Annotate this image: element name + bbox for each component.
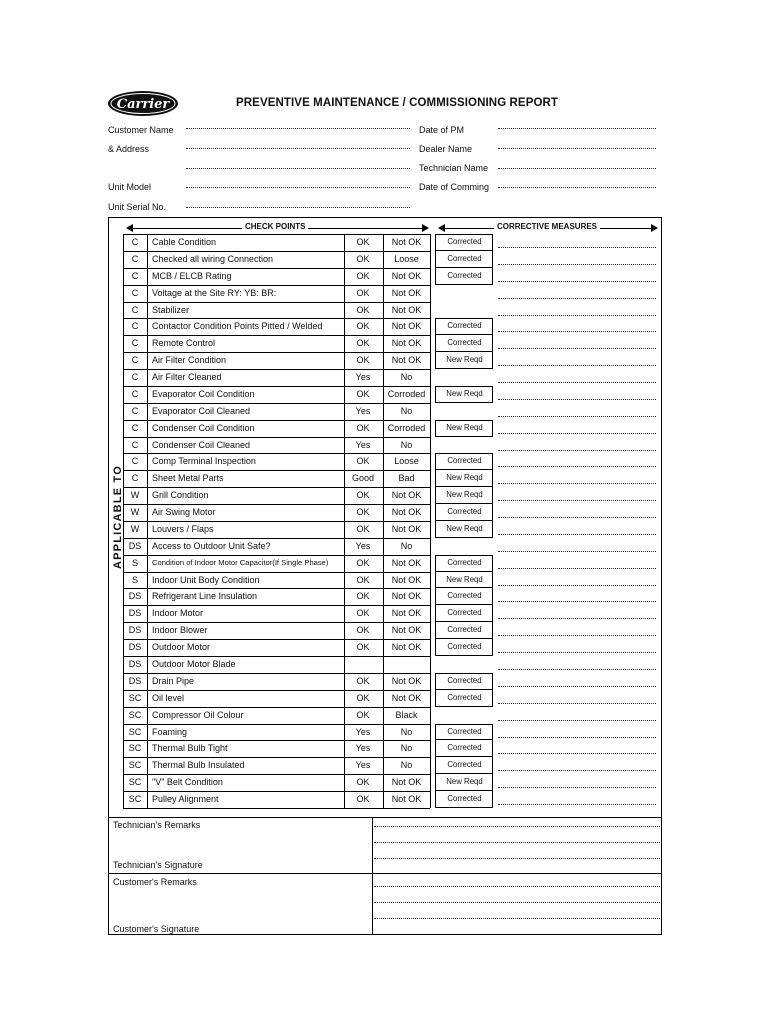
applicable-code: SC xyxy=(128,760,142,771)
ok-option[interactable]: Yes xyxy=(355,726,371,737)
applicable-code: C xyxy=(131,287,139,298)
corrective-measure[interactable]: Corrected xyxy=(447,692,482,702)
corrective-remarks-line[interactable] xyxy=(498,770,656,771)
applicable-code: W xyxy=(130,490,140,501)
applicable-code: DS xyxy=(128,625,142,636)
corrective-remarks-line[interactable] xyxy=(498,534,656,535)
customer-name-label: Customer Name xyxy=(108,125,174,135)
corrective-measure[interactable]: Corrected xyxy=(447,557,482,567)
check-point-label: Comp Terminal Inspection xyxy=(152,456,256,467)
not-ok-option[interactable]: Not OK xyxy=(391,355,422,366)
corrective-remarks-line[interactable] xyxy=(498,331,656,332)
address-label: & Address xyxy=(108,144,150,154)
check-point-label: Indoor Blower xyxy=(152,625,208,636)
table-row xyxy=(0,757,768,774)
unit-serial-label: Unit Serial No. xyxy=(108,202,167,212)
table-row xyxy=(0,470,768,487)
not-ok-option[interactable]: No xyxy=(400,405,413,416)
corrective-remarks-line[interactable] xyxy=(498,568,656,569)
address-field-1[interactable] xyxy=(186,148,410,149)
check-point-label: Access to Outdoor Unit Safe? xyxy=(152,540,271,551)
technician-signature-label: Technician's Signature xyxy=(113,860,203,870)
ok-option[interactable]: OK xyxy=(356,574,370,585)
applicable-code: SC xyxy=(128,709,142,720)
applicable-code: DS xyxy=(128,540,142,551)
table-row xyxy=(0,740,768,757)
not-ok-option[interactable]: Loose xyxy=(394,456,419,467)
not-ok-option[interactable]: No xyxy=(400,726,413,737)
check-point-label: Contactor Condition Points Pitted / Welded xyxy=(152,321,323,332)
applicable-code: C xyxy=(131,304,139,315)
applicable-code: C xyxy=(131,456,139,467)
applicable-code: W xyxy=(130,507,140,518)
technician-name-field[interactable] xyxy=(498,168,656,169)
date-of-pm-label: Date of PM xyxy=(419,125,465,135)
not-ok-option[interactable]: Not OK xyxy=(391,490,422,501)
corrective-measure[interactable]: New Reqd xyxy=(446,422,483,432)
corrective-measure[interactable]: Corrected xyxy=(447,507,482,517)
applicable-to-label: APPLICABLE TO xyxy=(112,464,124,570)
corrective-remarks-line[interactable] xyxy=(498,281,656,282)
applicable-code: SC xyxy=(128,743,142,754)
table-row xyxy=(0,403,768,420)
check-point-label: Foaming xyxy=(152,726,188,737)
corrective-measure[interactable]: Corrected xyxy=(447,253,482,263)
not-ok-option[interactable]: No xyxy=(400,743,413,754)
applicable-code: S xyxy=(131,574,138,585)
table-row xyxy=(0,302,768,319)
ok-option[interactable]: OK xyxy=(356,625,370,636)
table-row xyxy=(0,622,768,639)
table-row xyxy=(0,504,768,521)
report-title: PREVENTIVE MAINTENANCE / COMMISSIONING REPORT xyxy=(236,97,559,109)
unit-model-field[interactable] xyxy=(186,187,410,188)
ok-option[interactable] xyxy=(344,656,382,673)
ok-option[interactable]: OK xyxy=(356,422,370,433)
ok-option[interactable]: OK xyxy=(356,270,370,281)
check-point-label: Drain Pipe xyxy=(152,675,195,686)
ok-option[interactable]: OK xyxy=(356,523,370,534)
ok-option[interactable]: OK xyxy=(356,388,370,399)
customer-name-field[interactable] xyxy=(186,128,410,129)
table-row xyxy=(0,656,768,673)
applicable-code: DS xyxy=(128,659,142,669)
corrective-measure[interactable]: New Reqd xyxy=(446,388,483,398)
ok-option[interactable]: OK xyxy=(356,507,370,518)
corrective-measure[interactable]: Corrected xyxy=(447,760,482,770)
table-row xyxy=(0,724,768,741)
not-ok-option[interactable]: Not OK xyxy=(391,321,422,332)
corrective-measure[interactable]: Corrected xyxy=(447,642,482,652)
not-ok-option[interactable]: Not OK xyxy=(391,523,422,534)
check-point-label: Condenser Coil Cleaned xyxy=(152,439,251,450)
applicable-code: C xyxy=(131,439,139,450)
corrective-measure[interactable]: New Reqd xyxy=(446,574,483,584)
corrective-remarks-line[interactable] xyxy=(498,416,656,417)
ok-option[interactable]: OK xyxy=(356,253,370,264)
ok-option[interactable]: OK xyxy=(356,777,370,788)
technician-remarks-label: Technician's Remarks xyxy=(113,820,201,830)
customer-remarks-line-2[interactable] xyxy=(374,902,660,903)
not-ok-option[interactable]: No xyxy=(400,439,413,450)
ok-option[interactable]: OK xyxy=(356,608,370,619)
not-ok-option[interactable]: Not OK xyxy=(391,270,422,281)
not-ok-option[interactable]: Not OK xyxy=(391,304,422,315)
not-ok-option[interactable]: Corroded xyxy=(387,422,426,433)
check-point-label: Pulley Alignment xyxy=(152,794,219,805)
table-row xyxy=(0,521,768,538)
ok-option[interactable]: OK xyxy=(356,456,370,467)
corrective-remarks-line[interactable] xyxy=(498,686,656,687)
corrective-remarks-line[interactable] xyxy=(498,298,656,299)
table-row xyxy=(0,774,768,791)
not-ok-option[interactable]: Not OK xyxy=(391,642,422,653)
table-row xyxy=(0,572,768,589)
check-point-label: Thermal Bulb Tight xyxy=(152,743,228,754)
not-ok-option[interactable]: Not OK xyxy=(391,608,422,619)
applicable-code: SC xyxy=(128,726,142,737)
check-point-label: Cable Condition xyxy=(152,237,217,247)
ok-option[interactable]: OK xyxy=(356,692,370,703)
corrective-remarks-line[interactable] xyxy=(498,365,656,366)
unit-model-label: Unit Model xyxy=(108,182,152,192)
customer-remarks-line-3[interactable] xyxy=(374,918,660,919)
check-point-label: Oil level xyxy=(152,692,185,703)
table-row xyxy=(0,605,768,622)
applicable-code: C xyxy=(131,372,139,383)
corrective-measures-header: CORRECTIVE MEASURES xyxy=(438,222,658,234)
applicable-code: SC xyxy=(128,777,142,788)
corrective-measure[interactable]: Corrected xyxy=(447,794,482,804)
check-point-label: Remote Control xyxy=(152,338,216,349)
not-ok-option[interactable]: Corroded xyxy=(387,388,426,399)
ok-option[interactable]: OK xyxy=(356,794,370,805)
table-row xyxy=(0,352,768,369)
not-ok-option[interactable]: Not OK xyxy=(391,507,422,518)
ok-option[interactable]: Yes xyxy=(355,439,371,450)
applicable-code: SC xyxy=(128,692,142,703)
applicable-code: C xyxy=(131,321,139,332)
table-row xyxy=(0,335,768,352)
table-row xyxy=(0,639,768,656)
corrective-remarks-line[interactable] xyxy=(498,618,656,619)
carrier-logo xyxy=(107,90,179,117)
check-point-label: Condenser Coil Condition xyxy=(152,422,255,433)
not-ok-option[interactable]: No xyxy=(400,540,413,551)
ok-option[interactable]: OK xyxy=(356,642,370,653)
check-point-label: Louvers / Flaps xyxy=(152,523,214,534)
corrective-measure[interactable]: New Reqd xyxy=(446,523,483,533)
technician-remarks-line-3[interactable] xyxy=(374,858,660,859)
corrective-measure[interactable]: Corrected xyxy=(447,237,482,246)
table-row xyxy=(0,318,768,335)
dealer-name-label: Dealer Name xyxy=(419,144,473,154)
dealer-name-field[interactable] xyxy=(498,148,656,149)
technician-name-label: Technician Name xyxy=(419,163,489,173)
table-row xyxy=(0,690,768,707)
applicable-code: C xyxy=(131,422,139,433)
date-of-pm-field[interactable] xyxy=(498,128,656,129)
technician-remarks-line-1[interactable] xyxy=(374,826,660,827)
check-point-label: Refrigerant Line Insulation xyxy=(152,591,258,602)
table-row xyxy=(0,437,768,454)
table-row xyxy=(0,487,768,504)
corrective-remarks-line[interactable] xyxy=(498,466,656,467)
not-ok-option[interactable]: Not OK xyxy=(391,675,422,686)
not-ok-option[interactable]: Not OK xyxy=(391,287,422,298)
corrective-remarks-line[interactable] xyxy=(498,247,656,248)
corrective-measure[interactable]: Corrected xyxy=(447,321,482,331)
not-ok-option[interactable]: Not OK xyxy=(391,625,422,636)
not-ok-option[interactable]: Not OK xyxy=(391,557,422,568)
check-point-label: Air Swing Motor xyxy=(152,507,216,518)
table-row xyxy=(0,420,768,437)
ok-option[interactable]: Yes xyxy=(355,743,371,754)
applicable-code: C xyxy=(131,270,139,281)
applicable-code: C xyxy=(131,405,139,416)
not-ok-option[interactable]: Bad xyxy=(398,473,415,484)
corrective-remarks-line[interactable] xyxy=(498,753,656,754)
ok-option[interactable]: OK xyxy=(356,675,370,686)
corrective-measure[interactable]: Corrected xyxy=(447,591,482,601)
corrective-measure[interactable]: Corrected xyxy=(447,726,482,736)
not-ok-option[interactable]: Loose xyxy=(394,253,419,264)
not-ok-option[interactable]: Not OK xyxy=(391,574,422,585)
ok-option[interactable]: Yes xyxy=(355,760,371,771)
check-point-label: Outdoor Motor Blade xyxy=(152,659,236,669)
check-point-label: Evaporator Coil Condition xyxy=(152,388,255,399)
not-ok-option[interactable]: No xyxy=(400,372,413,383)
applicable-code: W xyxy=(130,523,140,534)
ok-option[interactable]: OK xyxy=(356,321,370,332)
corrective-measure[interactable]: New Reqd xyxy=(446,777,483,787)
check-points-header: CHECK POINTS xyxy=(126,222,429,234)
ok-option[interactable]: Good xyxy=(351,473,375,484)
table-row xyxy=(0,588,768,605)
check-point-label: Indoor Unit Body Condition xyxy=(152,574,260,585)
corrective-remarks-line[interactable] xyxy=(498,348,656,349)
corrective-measure[interactable]: Corrected xyxy=(447,743,482,753)
corrective-remarks-line[interactable] xyxy=(498,635,656,636)
check-point-label: Grill Condition xyxy=(152,490,209,501)
applicable-code: S xyxy=(131,557,138,568)
not-ok-option[interactable] xyxy=(383,656,430,673)
corrective-remarks-line[interactable] xyxy=(498,703,656,704)
ok-option[interactable]: OK xyxy=(356,709,370,720)
applicable-code: DS xyxy=(128,608,142,619)
corrective-remarks-line[interactable] xyxy=(498,517,656,518)
applicable-code: C xyxy=(131,237,139,247)
date-of-comming-label: Date of Comming xyxy=(419,182,490,192)
check-point-label: Stabilizer xyxy=(152,304,190,315)
check-point-label: Condition of Indoor Motor Capacitor(If Single Phase) xyxy=(152,557,329,567)
table-row xyxy=(0,673,768,690)
check-point-label: Compressor Oil Colour xyxy=(152,709,244,720)
table-row xyxy=(0,268,768,285)
table-row xyxy=(0,555,768,572)
ok-option[interactable]: OK xyxy=(356,591,370,602)
corrective-remarks-line[interactable] xyxy=(498,720,656,721)
check-point-label: Air Filter Condition xyxy=(152,355,227,366)
table-row xyxy=(0,707,768,724)
check-point-label: Air Filter Cleaned xyxy=(152,372,222,383)
not-ok-option[interactable]: Not OK xyxy=(391,237,422,247)
table-row xyxy=(0,386,768,403)
corrective-remarks-line[interactable] xyxy=(498,483,656,484)
corrective-remarks-line[interactable] xyxy=(498,585,656,586)
corrective-remarks-line[interactable] xyxy=(498,652,656,653)
ok-option[interactable]: Yes xyxy=(355,540,371,551)
not-ok-option[interactable]: Not OK xyxy=(391,777,422,788)
applicable-code: C xyxy=(131,338,139,349)
ok-option[interactable]: OK xyxy=(356,355,370,366)
corrective-remarks-line[interactable] xyxy=(498,804,656,805)
svg-text:Carrier: Carrier xyxy=(116,97,170,112)
check-point-label: Thermal Bulb Insulated xyxy=(152,760,245,771)
check-point-label: Evaporator Coil Cleaned xyxy=(152,405,251,416)
check-point-label: Indoor Motor xyxy=(152,608,204,619)
corrective-remarks-line[interactable] xyxy=(498,500,656,501)
table-row xyxy=(0,234,768,251)
corrective-measure[interactable]: Corrected xyxy=(447,456,482,466)
check-point-label: Checked all wiring Connection xyxy=(152,253,274,264)
ok-option[interactable]: Yes xyxy=(355,372,371,383)
applicable-code: C xyxy=(131,253,139,264)
not-ok-option[interactable]: Not OK xyxy=(391,794,422,805)
corrective-measure[interactable]: New Reqd xyxy=(446,490,483,500)
customer-remarks-label: Customer's Remarks xyxy=(113,877,197,887)
table-row xyxy=(0,251,768,268)
applicable-code: C xyxy=(131,355,139,366)
corrective-remarks-line[interactable] xyxy=(498,264,656,265)
table-row xyxy=(0,285,768,302)
applicable-code: DS xyxy=(128,675,142,686)
ok-option[interactable]: OK xyxy=(356,557,370,568)
applicable-code: DS xyxy=(128,591,142,602)
table-row xyxy=(0,538,768,555)
table-row xyxy=(0,453,768,470)
check-point-label: "V" Belt Condition xyxy=(152,777,223,788)
customer-remarks-line-1[interactable] xyxy=(374,886,660,887)
date-of-comming-field[interactable] xyxy=(498,187,656,188)
corrective-remarks-line[interactable] xyxy=(498,399,656,400)
corrective-remarks-line[interactable] xyxy=(498,669,656,670)
corrective-measure[interactable]: Corrected xyxy=(447,270,482,280)
ok-option[interactable]: OK xyxy=(356,304,370,315)
corrective-measure[interactable]: New Reqd xyxy=(446,355,483,365)
not-ok-option[interactable]: Not OK xyxy=(391,692,422,703)
table-row xyxy=(0,791,768,808)
not-ok-option[interactable]: Not OK xyxy=(391,338,422,349)
ok-option[interactable]: OK xyxy=(356,338,370,349)
unit-serial-field[interactable] xyxy=(186,207,410,208)
check-point-label: Voltage at the Site RY: YB: BR: xyxy=(152,287,277,298)
check-point-label: MCB / ELCB Rating xyxy=(152,270,232,281)
corrective-measure[interactable]: Corrected xyxy=(447,338,482,348)
corrective-remarks-line[interactable] xyxy=(498,787,656,788)
corrective-remarks-line[interactable] xyxy=(498,450,656,451)
corrective-remarks-line[interactable] xyxy=(498,315,656,316)
corrective-remarks-line[interactable] xyxy=(498,601,656,602)
corrective-measure[interactable]: Corrected xyxy=(447,608,482,618)
technician-remarks-line-2[interactable] xyxy=(374,842,660,843)
applicable-code: C xyxy=(131,388,139,399)
ok-option[interactable]: OK xyxy=(356,237,370,247)
ok-option[interactable]: Yes xyxy=(355,405,371,416)
check-point-label: Outdoor Motor xyxy=(152,642,211,653)
not-ok-option[interactable]: No xyxy=(400,760,413,771)
corrective-remarks-line[interactable] xyxy=(498,433,656,434)
corrective-measure[interactable]: Corrected xyxy=(447,625,482,635)
not-ok-option[interactable]: Not OK xyxy=(391,591,422,602)
corrective-remarks-line[interactable] xyxy=(498,737,656,738)
corrective-remarks-line[interactable] xyxy=(498,382,656,383)
table-row xyxy=(0,369,768,386)
ok-option[interactable]: OK xyxy=(356,287,370,298)
not-ok-option[interactable]: Black xyxy=(395,709,418,720)
corrective-remarks-line[interactable] xyxy=(498,551,656,552)
applicable-code: C xyxy=(131,473,139,484)
address-field-2[interactable] xyxy=(186,168,410,169)
customer-signature-label: Customer's Signature xyxy=(113,924,200,934)
check-point-label: Sheet Metal Parts xyxy=(152,473,224,484)
applicable-code: DS xyxy=(128,642,142,653)
corrective-measure[interactable]: New Reqd xyxy=(446,473,483,483)
applicable-code: SC xyxy=(128,794,142,805)
ok-option[interactable]: OK xyxy=(356,490,370,501)
corrective-measure[interactable]: Corrected xyxy=(447,675,482,685)
